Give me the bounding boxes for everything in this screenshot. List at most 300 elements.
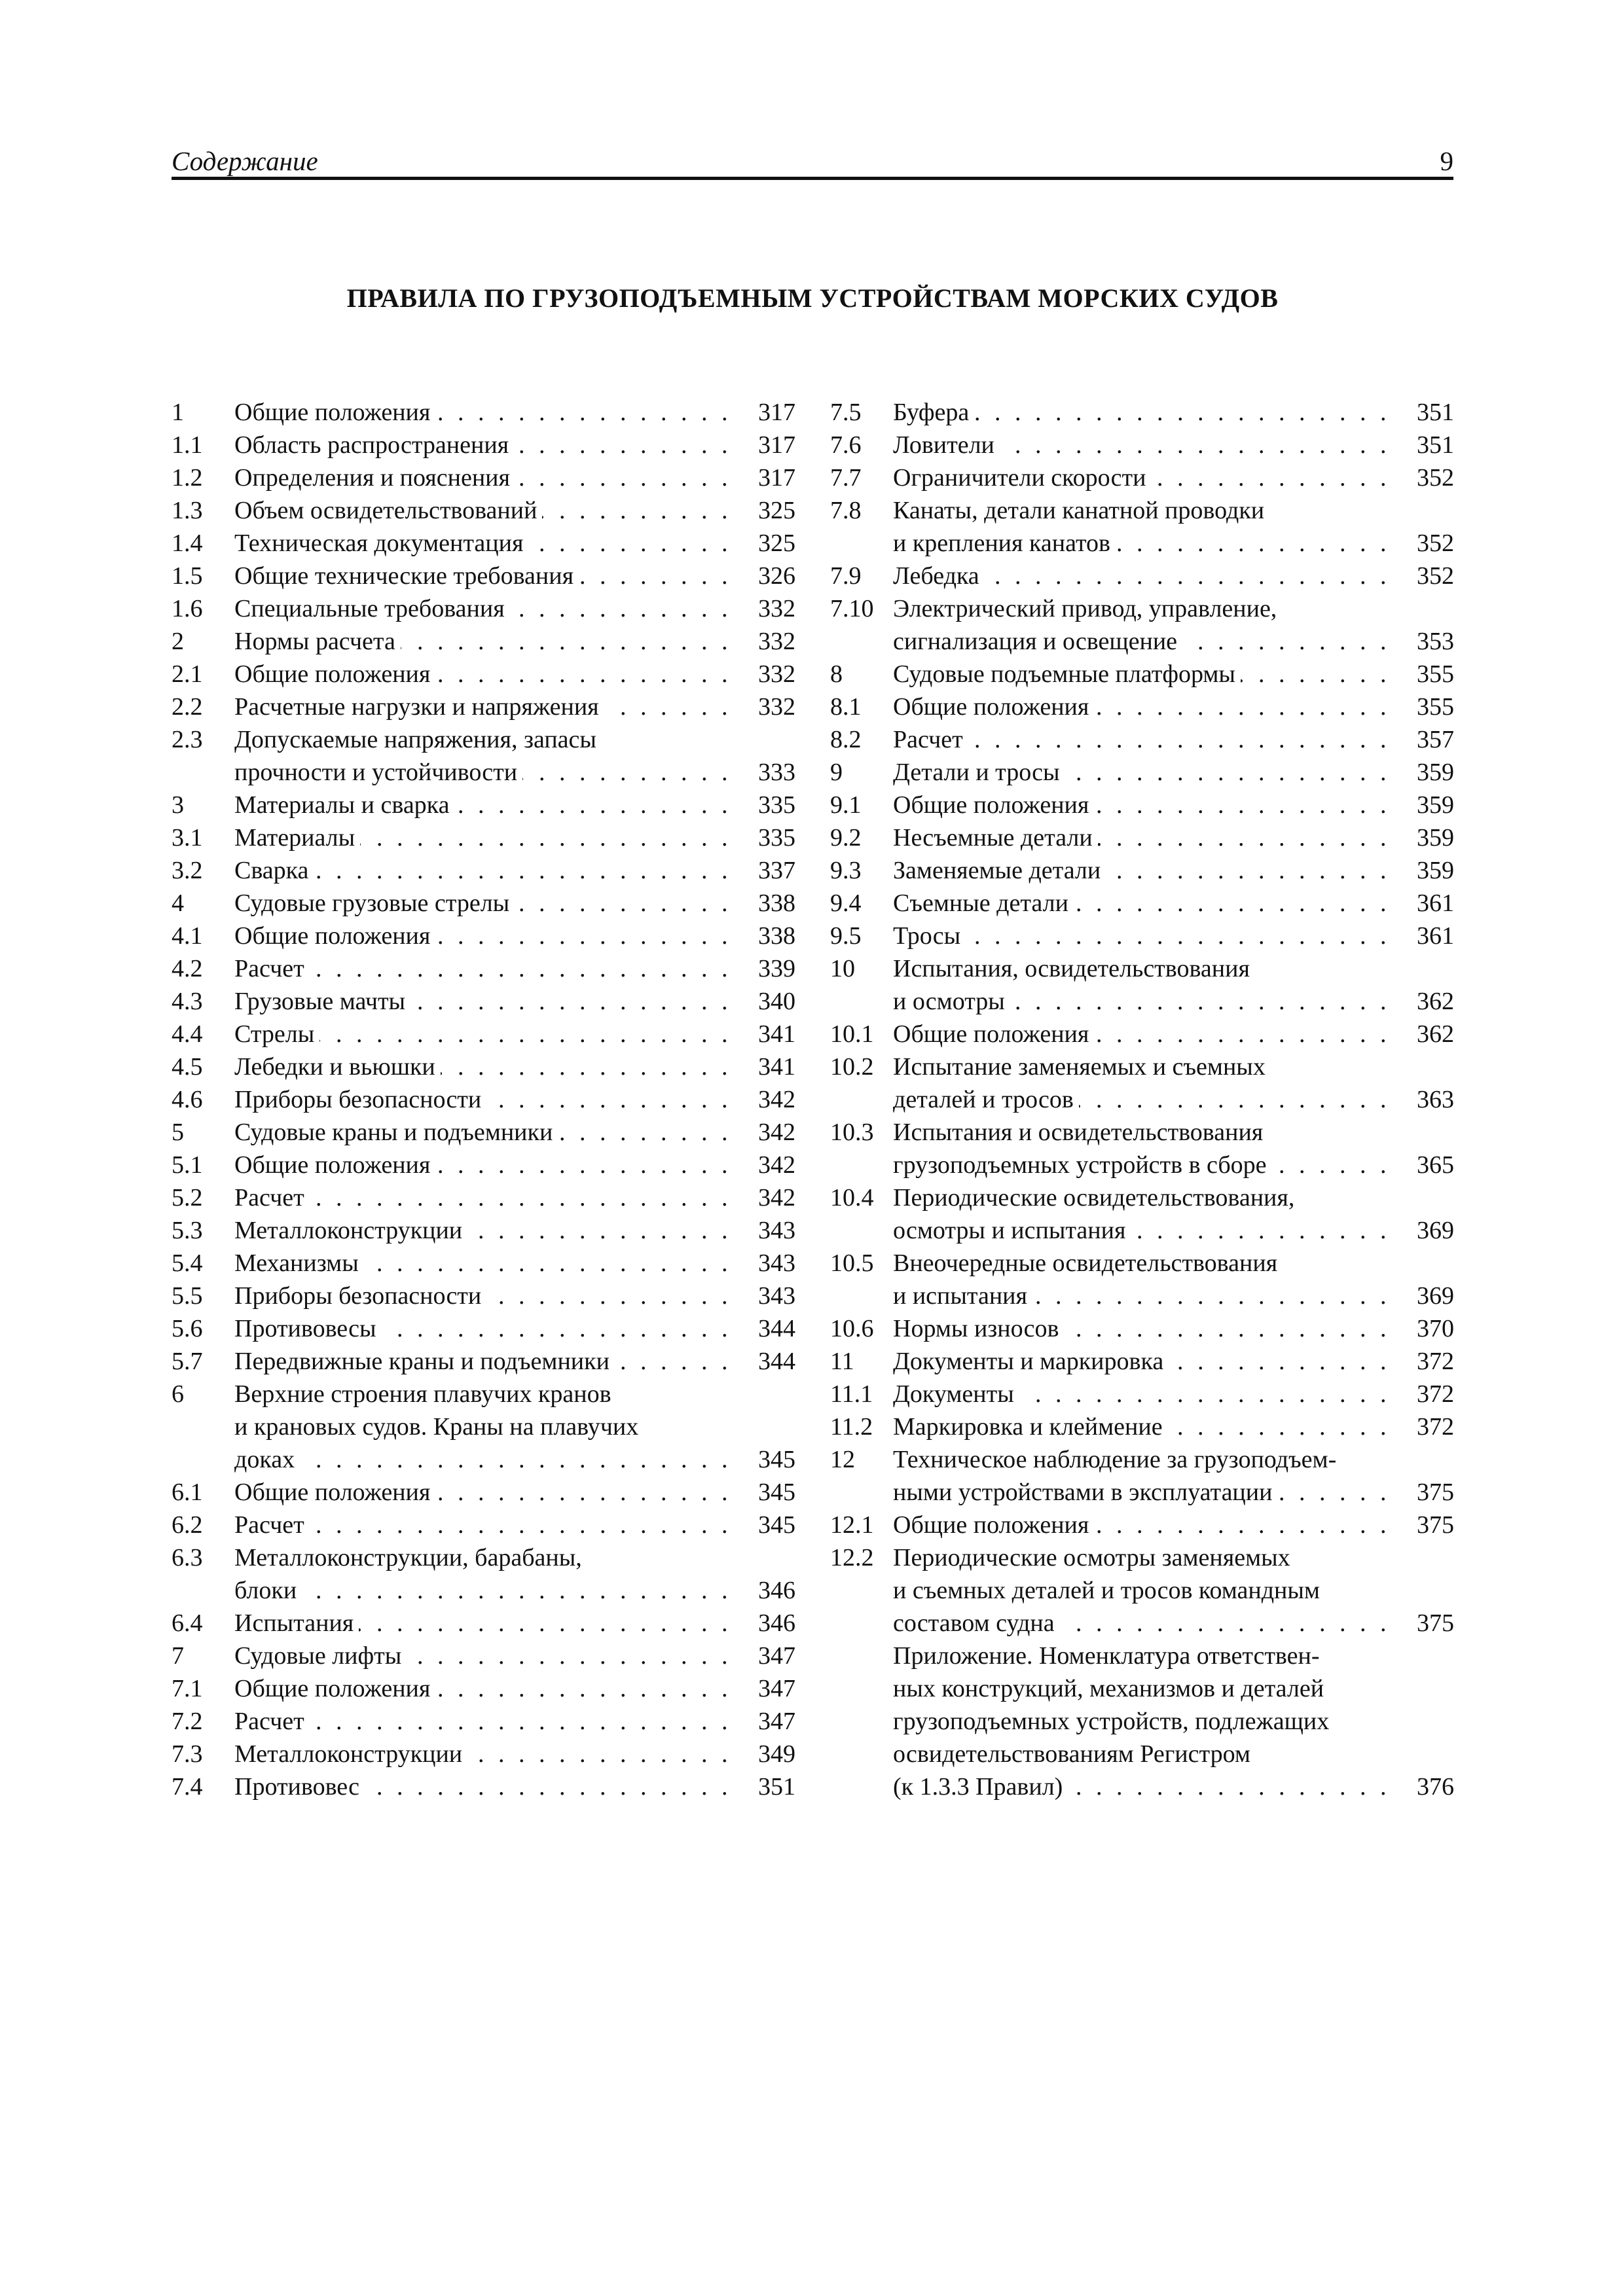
toc-entry (172, 1280, 795, 1312)
toc-entry-number: 7.4 (172, 1773, 203, 1801)
toc-entry-number (172, 1443, 234, 1476)
toc-entry-number: 8.2 (830, 726, 862, 753)
toc-entry (830, 723, 1454, 756)
toc-entry-title: Приборы безопасности (234, 1282, 486, 1310)
toc-entry (830, 1116, 1454, 1149)
toc-entry-number: 6 (172, 1380, 184, 1408)
toc-entry-page (737, 1410, 795, 1443)
toc-entry-title: Испытание заменяемых и съемных (893, 1053, 1271, 1081)
toc-entry-title: грузоподъемных устройств, подлежащих (893, 1708, 1334, 1735)
toc-entry (830, 1640, 1454, 1672)
toc-entry (830, 396, 1454, 429)
toc-entry-title: Заменяемые детали (893, 857, 1106, 884)
toc-entry-page: 375 (1417, 1479, 1454, 1506)
toc-entry (830, 1607, 1454, 1640)
toc-entry-title: Стрелы (234, 1020, 319, 1048)
toc-entry (172, 1018, 795, 1050)
toc-entry-title: грузоподъемных устройств в сборе (893, 1151, 1272, 1179)
toc-entry-title: прочности и устойчивости (234, 759, 522, 786)
toc-entry (830, 1705, 1454, 1738)
toc-entry (830, 1541, 1454, 1574)
toc-entry-page: 345 (758, 1479, 795, 1506)
toc-entry-title: Судовые грузовые стрелы (234, 889, 515, 917)
toc-entry-number (830, 625, 893, 658)
toc-entry-number: 7.8 (830, 497, 862, 524)
toc-entry-page: 326 (758, 562, 795, 590)
toc-entry (830, 527, 1454, 560)
toc-entry-page: 338 (758, 889, 795, 917)
toc-entry-title: Документы и маркировка (893, 1348, 1169, 1375)
toc-entry (172, 1410, 795, 1443)
toc-entry-number (830, 1705, 893, 1738)
toc-entry-page (1395, 952, 1454, 985)
toc-entry-page: 351 (1417, 431, 1454, 459)
toc-entry-number (830, 1083, 893, 1116)
toc-entry (172, 1541, 795, 1574)
toc-entry-page: 361 (1417, 922, 1454, 950)
toc-entry (172, 1149, 795, 1181)
toc-entry-page: 343 (758, 1217, 795, 1244)
toc-entry-page: 357 (1417, 726, 1454, 753)
toc-entry (830, 1345, 1454, 1378)
toc-entry-page: 341 (758, 1020, 795, 1048)
toc-entry (172, 1607, 795, 1640)
toc-entry-page: 351 (758, 1773, 795, 1801)
toc-entry-number: 10 (830, 955, 855, 982)
toc-entry-page: 332 (758, 595, 795, 622)
toc-entry (172, 1443, 795, 1476)
toc-entry-number (830, 1476, 893, 1509)
toc-entry-title: Металлоконструкции, барабаны, (234, 1544, 587, 1571)
toc-entry-title: Буфера (893, 399, 974, 426)
toc-entry (830, 592, 1454, 625)
toc-entry-page (737, 1378, 795, 1410)
toc-entry-title: Общие положения (234, 399, 435, 426)
toc-entry-number: 5.3 (172, 1217, 203, 1244)
toc-entry-number: 9 (830, 759, 843, 786)
toc-entry-title: Общие положения (234, 922, 435, 950)
toc-entry-page: 355 (1417, 660, 1454, 688)
toc-entry-number: 4.3 (172, 988, 203, 1015)
toc-entry (172, 1116, 795, 1149)
toc-entry-number (830, 1214, 893, 1247)
toc-entry (830, 1050, 1454, 1083)
toc-entry-number: 7.2 (172, 1708, 203, 1735)
toc-entry-page (1395, 1640, 1454, 1672)
toc-entry-page: 317 (758, 399, 795, 426)
toc-entry-number: 3.1 (172, 824, 203, 852)
toc-entry-number: 12.2 (830, 1544, 874, 1571)
toc-entry (172, 461, 795, 494)
toc-entry (172, 691, 795, 723)
toc-entry (172, 1705, 795, 1738)
toc-entry (830, 1574, 1454, 1607)
toc-entry-title: Несъемные детали (893, 824, 1098, 852)
document-title: ПРАВИЛА ПО ГРУЗОПОДЪЕМНЫМ УСТРОЙСТВАМ МОРСКИХ СУДОВ (346, 283, 1279, 313)
toc-entry-title: Металлоконструкции (234, 1740, 467, 1768)
toc-entry (830, 560, 1454, 592)
toc-entry (830, 1181, 1454, 1214)
toc-entry-title: Расчет (893, 726, 968, 753)
toc-entry-title: Общие положения (234, 1479, 435, 1506)
toc-entry-number: 4.2 (172, 955, 203, 982)
toc-entry (830, 1738, 1454, 1770)
toc-entry-number: 4.1 (172, 922, 203, 950)
toc-entry (830, 658, 1454, 691)
toc-entry (830, 1476, 1454, 1509)
toc-entry (172, 985, 795, 1018)
toc-entry-number: 8.1 (830, 693, 862, 721)
toc-entry-title: Общие технические требования (234, 562, 579, 590)
toc-entry (172, 1672, 795, 1705)
toc-entry-page (1395, 1738, 1454, 1770)
toc-entry-title: Материалы и сварка (234, 791, 454, 819)
toc-entry-page: 317 (758, 431, 795, 459)
toc-entry-page: 342 (758, 1086, 795, 1113)
toc-entry-number: 1 (172, 399, 184, 426)
toc-entry-title: Маркировка и клеймение (893, 1413, 1168, 1441)
toc-entry (830, 625, 1454, 658)
toc-entry-page: 372 (1417, 1380, 1454, 1408)
toc-entry-title: Ловители (893, 431, 1000, 459)
toc-entry-title: Испытания и освидетельствования (893, 1119, 1268, 1146)
toc-entry (830, 920, 1454, 952)
toc-entry-page: 353 (1417, 628, 1454, 655)
toc-entry-number: 5.6 (172, 1315, 203, 1342)
toc-entry-number: 6.4 (172, 1609, 203, 1637)
toc-entry-page: 332 (758, 660, 795, 688)
toc-entry (830, 1083, 1454, 1116)
toc-entry (830, 887, 1454, 920)
toc-entry-number: 11.2 (830, 1413, 873, 1441)
toc-entry (830, 1770, 1454, 1803)
toc-entry-page (1395, 1116, 1454, 1149)
toc-entry-page: 342 (758, 1184, 795, 1211)
toc-entry-number: 10.4 (830, 1184, 874, 1211)
toc-entry (830, 1509, 1454, 1541)
toc-entry-number: 10.1 (830, 1020, 874, 1048)
toc-entry-page: 362 (1417, 1020, 1454, 1048)
toc-right-column (830, 396, 1454, 1803)
toc-entry-page: 345 (758, 1446, 795, 1473)
toc-entry-number: 10.3 (830, 1119, 874, 1146)
toc-entry-number (830, 1738, 893, 1770)
toc-entry (830, 952, 1454, 985)
toc-entry-page: 372 (1417, 1413, 1454, 1441)
toc-entry-page: 375 (1417, 1609, 1454, 1637)
toc-entry-number: 5 (172, 1119, 184, 1146)
toc-entry-number: 4.6 (172, 1086, 203, 1113)
toc-entry (830, 1149, 1454, 1181)
toc-entry-number: 3.2 (172, 857, 203, 884)
toc-entry-number (830, 527, 893, 560)
toc-entry-number: 7.9 (830, 562, 862, 590)
toc-entry-page: 369 (1417, 1217, 1454, 1244)
toc-entry-title: Механизмы (234, 1249, 364, 1277)
toc-entry-title: и осмотры (893, 988, 1010, 1015)
toc-entry-page (737, 1541, 795, 1574)
toc-entry-title: доках (234, 1446, 300, 1473)
toc-entry-number: 9.2 (830, 824, 862, 852)
toc-entry (830, 1018, 1454, 1050)
toc-entry-title: Детали и тросы (893, 759, 1065, 786)
toc-entry-page: 372 (1417, 1348, 1454, 1375)
toc-entry-title: Периодические осмотры заменяемых (893, 1544, 1296, 1571)
toc-entry-title: Канаты, детали канатной проводки (893, 497, 1269, 524)
toc-entry-number: 12.1 (830, 1511, 874, 1539)
toc-entry-number: 1.5 (172, 562, 203, 590)
toc-entry-page: 333 (758, 759, 795, 786)
toc-entry-page: 345 (758, 1511, 795, 1539)
toc-entry-number: 1.6 (172, 595, 203, 622)
toc-entry (172, 789, 795, 821)
toc-entry-title: Приборы безопасности (234, 1086, 486, 1113)
toc-entry (172, 560, 795, 592)
toc-entry (172, 1476, 795, 1509)
toc-entry (172, 494, 795, 527)
toc-entry (172, 1312, 795, 1345)
toc-entry-page: 351 (1417, 399, 1454, 426)
toc-entry-number (830, 1280, 893, 1312)
toc-entry-title: Передвижные краны и подъемники (234, 1348, 615, 1375)
toc-entry-title: Судовые краны и подъемники (234, 1119, 558, 1146)
toc-entry (172, 625, 795, 658)
toc-entry-number: 1.3 (172, 497, 203, 524)
toc-entry-page: 347 (758, 1708, 795, 1735)
toc-entry-title: составом судна (893, 1609, 1060, 1637)
toc-entry-number: 5.1 (172, 1151, 203, 1179)
toc-entry-number: 6.3 (172, 1544, 203, 1571)
toc-entry-title: Металлоконструкции (234, 1217, 467, 1244)
toc-entry (172, 952, 795, 985)
toc-entry-page: 332 (758, 693, 795, 721)
toc-entry-number: 6.2 (172, 1511, 203, 1539)
toc-entry (830, 854, 1454, 887)
toc-entry-number: 7.10 (830, 595, 874, 622)
toc-entry-title: Приложение. Номенклатура ответствен- (893, 1642, 1325, 1670)
toc-entry-page: 344 (758, 1348, 795, 1375)
toc-entry-page (1395, 1443, 1454, 1476)
toc-entry-number: 2.3 (172, 726, 203, 753)
toc-entry-number: 6.1 (172, 1479, 203, 1506)
toc-entry-page: 359 (1417, 824, 1454, 852)
toc-entry (172, 1574, 795, 1607)
toc-entry-title: Расчет (234, 955, 310, 982)
toc-entry-title: Электрический привод, управление, (893, 595, 1282, 622)
toc-entry-page: 343 (758, 1282, 795, 1310)
toc-entry-page: 359 (1417, 791, 1454, 819)
toc-entry-number (830, 1574, 893, 1607)
toc-entry-number: 1.4 (172, 529, 203, 557)
toc-entry-page: 343 (758, 1249, 795, 1277)
toc-entry-page: 332 (758, 628, 795, 655)
toc-entry-number (830, 1149, 893, 1181)
toc-entry-page: 359 (1417, 759, 1454, 786)
toc-entry-number: 7 (172, 1642, 184, 1670)
toc-entry-title: (к 1.3.3 Правил) (893, 1773, 1068, 1801)
toc-entry-page (1395, 1247, 1454, 1280)
toc-entry (172, 1247, 795, 1280)
toc-entry-number: 5.2 (172, 1184, 203, 1211)
toc-entry-title: Сварка (234, 857, 314, 884)
toc-entry-number: 7.3 (172, 1740, 203, 1768)
toc-entry (172, 658, 795, 691)
toc-entry-title: Техническая документация (234, 529, 528, 557)
toc-entry-number: 1.1 (172, 431, 203, 459)
toc-entry-title: Определения и пояснения (234, 464, 515, 492)
toc-entry (830, 756, 1454, 789)
toc-entry-page: 317 (758, 464, 795, 492)
toc-entry-title: Испытания, освидетельствования (893, 955, 1255, 982)
toc-entry-number: 4.5 (172, 1053, 203, 1081)
toc-entry-page: 340 (758, 988, 795, 1015)
toc-entry-title: освидетельствованиям Регистром (893, 1740, 1256, 1768)
toc-entry-title: Нормы расчета (234, 628, 401, 655)
toc-entry (172, 821, 795, 854)
toc-entry-number (830, 1672, 893, 1705)
toc-entry-title: Общие положения (893, 693, 1094, 721)
toc-entry-number: 7.5 (830, 399, 862, 426)
toc-entry-title: Документы (893, 1380, 1019, 1408)
toc-entry-number: 7.1 (172, 1675, 203, 1702)
toc-entry-title: Периодические освидетельствования, (893, 1184, 1300, 1211)
toc-entry-number: 1.2 (172, 464, 203, 492)
toc-entry-title: и крепления канатов (893, 529, 1116, 557)
toc-entry-title: Общие положения (234, 1151, 435, 1179)
toc-entry-page: 352 (1417, 529, 1454, 557)
toc-entry (172, 1345, 795, 1378)
toc-entry-number: 10.6 (830, 1315, 874, 1342)
toc-entry-title: Расчет (234, 1511, 310, 1539)
toc-entry-title: Материалы (234, 824, 360, 852)
toc-entry (830, 1312, 1454, 1345)
toc-entry-page: 335 (758, 824, 795, 852)
toc-entry-number (172, 1574, 234, 1607)
toc-entry-number: 8 (830, 660, 843, 688)
toc-entry-title: Техническое наблюдение за грузоподъем- (893, 1446, 1341, 1473)
toc-entry-title: Общие положения (893, 791, 1094, 819)
toc-entry-number (830, 1640, 893, 1672)
toc-entry-page (1395, 1541, 1454, 1574)
toc-entry-number: 10.2 (830, 1053, 874, 1081)
toc-entry-title: Судовые лифты (234, 1642, 407, 1670)
toc-entry (172, 887, 795, 920)
toc-entry-page: 349 (758, 1740, 795, 1768)
toc-entry-title: Внеочередные освидетельствования (893, 1249, 1283, 1277)
toc-entry-title: Общие положения (893, 1511, 1094, 1539)
toc-entry-title: и испытания (893, 1282, 1032, 1310)
toc-entry-page: 335 (758, 791, 795, 819)
toc-entry-page (1395, 1705, 1454, 1738)
toc-entry-number: 9.1 (830, 791, 862, 819)
toc-entry-page (1395, 592, 1454, 625)
toc-entry-number (172, 1410, 234, 1443)
toc-entry (172, 723, 795, 756)
toc-entry-number: 2.2 (172, 693, 203, 721)
toc-entry-number: 5.7 (172, 1348, 203, 1375)
toc-entry (830, 1443, 1454, 1476)
toc-entry (172, 429, 795, 461)
toc-entry-title: Противовесы (234, 1315, 382, 1342)
toc-entry-page: 369 (1417, 1282, 1454, 1310)
toc-entry (830, 691, 1454, 723)
toc-entry-title: Специальные требования (234, 595, 510, 622)
toc-entry-number: 5.4 (172, 1249, 203, 1277)
toc-entry-page: 352 (1417, 562, 1454, 590)
toc-entry-page (1395, 1181, 1454, 1214)
toc-entry-page (1395, 1574, 1454, 1607)
toc-entry-number: 4 (172, 889, 184, 917)
toc-entry-title: Испытания (234, 1609, 359, 1637)
toc-entry (172, 854, 795, 887)
toc-entry-page: 347 (758, 1675, 795, 1702)
toc-entry (172, 527, 795, 560)
toc-entry-number: 9.4 (830, 889, 862, 917)
toc-entry-title: Объем освидетельствований (234, 497, 542, 524)
toc-entry (172, 1770, 795, 1803)
toc-entry-number: 10.5 (830, 1249, 874, 1277)
toc-entry-title: Ограничители скорости (893, 464, 1151, 492)
toc-entry-title: Противовес (234, 1773, 365, 1801)
toc-entry-page: 363 (1417, 1086, 1454, 1113)
toc-entry (172, 1378, 795, 1410)
toc-entry-page: 344 (758, 1315, 795, 1342)
header-rule (172, 177, 1453, 180)
toc-entry (172, 1738, 795, 1770)
toc-entry (172, 1509, 795, 1541)
toc-entry-number: 5.5 (172, 1282, 203, 1310)
toc-entry-number: 2.1 (172, 660, 203, 688)
toc-entry-number: 7.7 (830, 464, 862, 492)
toc-entry-number: 4.4 (172, 1020, 203, 1048)
toc-entry-page (1395, 1050, 1454, 1083)
toc-entry-number: 9.5 (830, 922, 862, 950)
toc-entry-title: Расчет (234, 1184, 310, 1211)
toc-entry (172, 920, 795, 952)
toc-entry (172, 592, 795, 625)
toc-entry-number (830, 1770, 893, 1803)
toc-entry-page: 375 (1417, 1511, 1454, 1539)
toc-entry (172, 1181, 795, 1214)
toc-entry (172, 396, 795, 429)
toc-entry-page: 365 (1417, 1151, 1454, 1179)
toc-entry-title: Общие положения (234, 1675, 435, 1702)
toc-entry-title: Допускаемые напряжения, запасы (234, 726, 602, 753)
toc-entry (830, 1280, 1454, 1312)
toc-entry-title: сигнализация и освещение (893, 628, 1182, 655)
toc-entry-number: 11.1 (830, 1380, 873, 1408)
toc-entry-title: Общие положения (893, 1020, 1094, 1048)
toc-entry-number: 11 (830, 1348, 854, 1375)
toc-entry (830, 429, 1454, 461)
toc-entry-title: деталей и тросов (893, 1086, 1079, 1113)
toc-entry-page: 370 (1417, 1315, 1454, 1342)
toc-entry-page: 352 (1417, 464, 1454, 492)
toc-entry-title: Расчетные нагрузки и напряжения (234, 693, 604, 721)
toc-entry-number: 7.6 (830, 431, 862, 459)
toc-entry (830, 494, 1454, 527)
toc-entry-page: 346 (758, 1577, 795, 1604)
toc-entry-number (172, 756, 234, 789)
toc-entry-page: 362 (1417, 988, 1454, 1015)
toc-entry-page: 337 (758, 857, 795, 884)
toc-entry-page: 346 (758, 1609, 795, 1637)
toc-entry-page (1395, 1672, 1454, 1705)
toc-entry (830, 789, 1454, 821)
toc-entry-page: 347 (758, 1642, 795, 1670)
toc-entry-page: 341 (758, 1053, 795, 1081)
toc-entry-title: Лебедки и вьюшки (234, 1053, 441, 1081)
